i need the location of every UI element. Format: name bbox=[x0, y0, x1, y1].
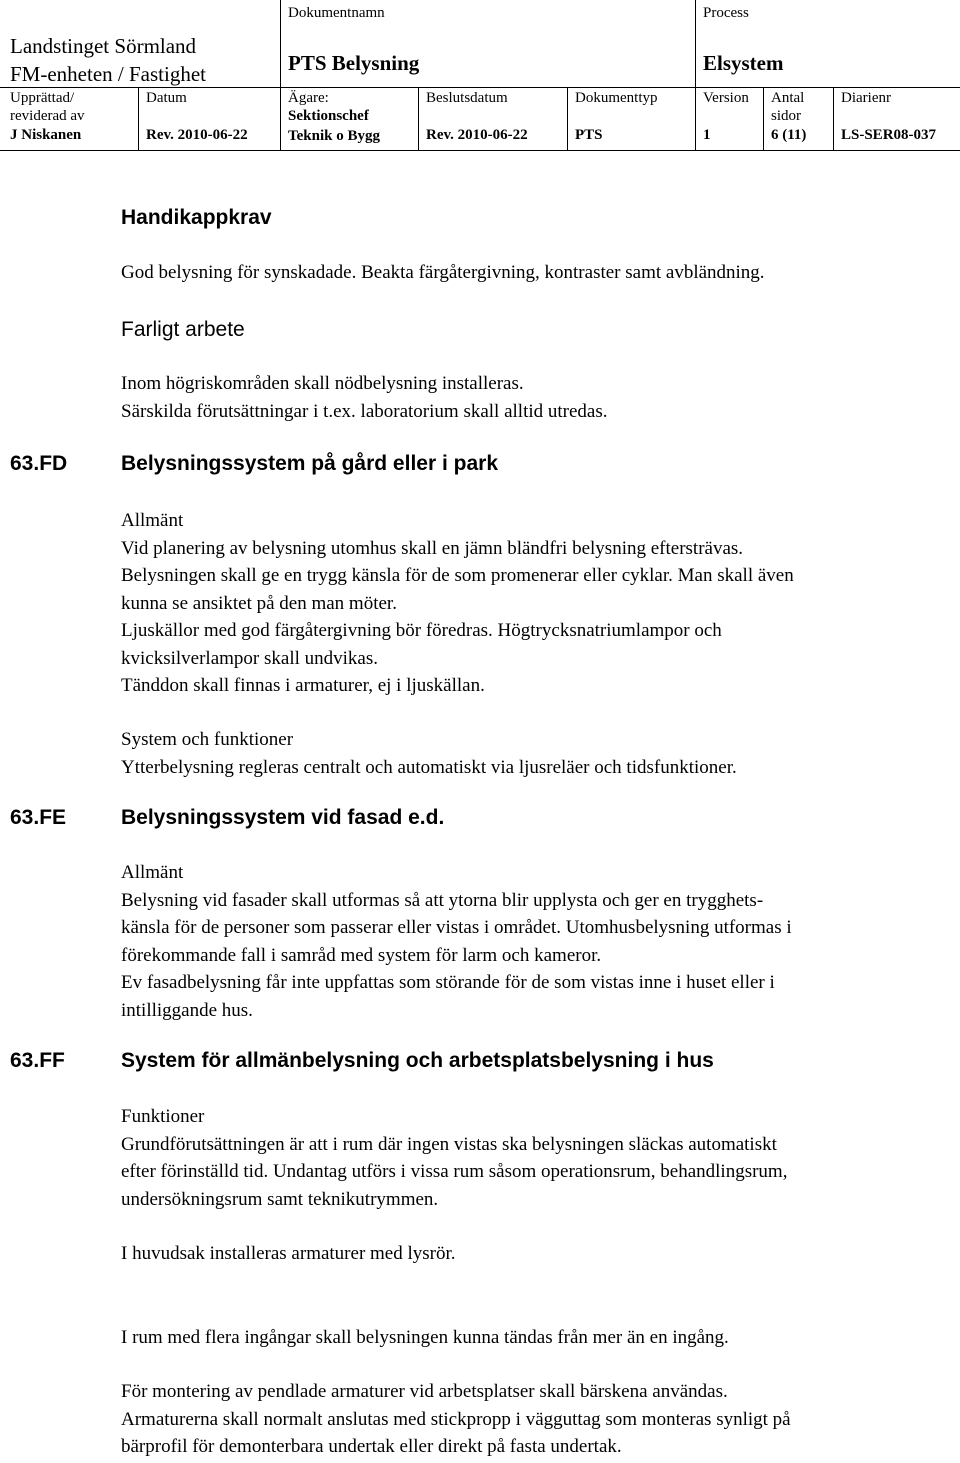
ff-paragraph-4 bbox=[121, 1378, 956, 1461]
document-header bbox=[0, 0, 960, 150]
fe-line: Ev fasadbelysning får inte uppfattas som störande för de som vistas inne i huset eller i bbox=[121, 972, 775, 993]
handikapp-section bbox=[121, 206, 956, 230]
fd-system-label: System och funktioner bbox=[121, 729, 294, 750]
ff-p2: I huvudsak installeras armaturer med lysrör. bbox=[121, 1243, 456, 1264]
org-name: Landstinget Sörmland bbox=[10, 34, 197, 58]
header-divider bbox=[833, 87, 834, 150]
header-divider bbox=[0, 150, 960, 151]
section-number-fd: 63.FD bbox=[10, 452, 68, 475]
section-title-fe: Belysningssystem vid fasad e.d. bbox=[121, 806, 445, 829]
version-label: Version bbox=[703, 90, 749, 106]
farligt-line: Särskilda förutsättningar i t.ex. laboratorium skall alltid utredas. bbox=[121, 400, 608, 422]
header-divider bbox=[763, 87, 764, 150]
reg-label: Diarienr bbox=[841, 90, 891, 106]
docname-label: Dokumentnamn bbox=[288, 5, 385, 21]
section-number-ff: 63.FF bbox=[10, 1049, 65, 1072]
org-unit: FM-enheten / Fastighet bbox=[10, 62, 206, 86]
fd-allmant-label: Allmänt bbox=[121, 510, 184, 531]
doctype-label: Dokumenttyp bbox=[575, 90, 658, 106]
fe-allmant-label: Allmänt bbox=[121, 862, 184, 883]
date-value: Rev. 2010-06-22 bbox=[146, 127, 248, 143]
pages-value: 6 (11) bbox=[771, 127, 807, 143]
owner-value: Sektionschef bbox=[288, 108, 369, 124]
ff-paragraph-2 bbox=[121, 1240, 956, 1268]
fd-line: Ljuskällor med god färgåtergivning bör föredras. Högtrycksnatriumlampor och bbox=[121, 620, 722, 641]
owner-label: Ägare: bbox=[288, 90, 329, 106]
handikapp-text: God belysning för synskadade. Beakta färgåtergivning, kontraster samt avbländning. bbox=[121, 262, 765, 283]
decision-label: Beslutsdatum bbox=[426, 90, 508, 106]
fd-line: Vid planering av belysning utomhus skall en jämn bländfri belysning eftersträvas. bbox=[121, 537, 744, 559]
header-divider bbox=[280, 0, 281, 150]
fd-body bbox=[121, 507, 956, 700]
decision-value: Rev. 2010-06-22 bbox=[426, 127, 528, 143]
ff-p3: I rum med flera ingångar skall belysningen kunna tändas från mer än en ingång. bbox=[121, 1327, 729, 1348]
ff-funktioner-label: Funktioner bbox=[121, 1106, 205, 1127]
header-divider bbox=[418, 87, 419, 150]
pages-label-2: sidor bbox=[771, 108, 801, 124]
pages-label: Antal bbox=[771, 90, 805, 106]
process-label: Process bbox=[703, 5, 749, 21]
revised-label: reviderad av bbox=[10, 108, 85, 124]
fe-line: intilliggande hus. bbox=[121, 999, 253, 1021]
fd-system-text: Ytterbelysning regleras centralt och automatiskt via ljusreläer och tidsfunktioner. bbox=[121, 756, 737, 778]
farligt-section bbox=[121, 318, 956, 342]
ff-p4-line: För montering av pendlade armaturer vid arbetsplatser skall bärskena användas. bbox=[121, 1381, 728, 1402]
fd-line: Belysningen skall ge en trygg känsla för de som promenerar eller cyklar. Man skall även bbox=[121, 565, 794, 586]
fd-system bbox=[121, 726, 956, 781]
fe-body bbox=[121, 859, 956, 1024]
section-title-fd: Belysningssystem på gård eller i park bbox=[121, 452, 498, 475]
fe-line: Belysning vid fasader skall utformas så att ytorna blir upplysta och ger en trygghets- bbox=[121, 889, 764, 911]
fd-line: kunna se ansiktet på den man möter. bbox=[121, 592, 397, 614]
doctype-value: PTS bbox=[575, 127, 603, 143]
process-value: Elsystem bbox=[703, 51, 784, 75]
handikapp-body bbox=[121, 259, 956, 287]
ff-p4-line: Armaturerna skall normalt anslutas med stickpropp i vägguttag som monteras synligt på bbox=[121, 1408, 791, 1430]
farligt-heading: Farligt arbete bbox=[121, 318, 245, 341]
docname-value: PTS Belysning bbox=[288, 51, 420, 75]
fd-line: Tänddon skall finnas i armaturer, ej i ljuskällan. bbox=[121, 675, 485, 696]
header-divider bbox=[138, 87, 139, 150]
created-label: Upprättad/ bbox=[10, 90, 75, 106]
farligt-line: Inom högriskområden skall nödbelysning installeras. bbox=[121, 373, 524, 394]
created-value: J Niskanen bbox=[10, 127, 82, 143]
version-value: 1 bbox=[703, 127, 711, 143]
ff-paragraph-3 bbox=[121, 1324, 956, 1352]
owner-value-dept: Teknik o Bygg bbox=[288, 128, 380, 144]
date-label: Datum bbox=[146, 90, 187, 106]
section-title-ff: System för allmänbelysning och arbetsplatsbelysning i hus bbox=[121, 1049, 714, 1072]
section-number-fe: 63.FE bbox=[10, 806, 67, 829]
header-divider bbox=[695, 0, 696, 150]
ff-body bbox=[121, 1103, 956, 1213]
fd-line: kvicksilverlampor skall undvikas. bbox=[121, 647, 378, 669]
ff-line: efter förinställd tid. Undantag utförs i vissa rum såsom operationsrum, behandlingsrum, bbox=[121, 1161, 788, 1182]
reg-value: LS-SER08-037 bbox=[841, 127, 937, 143]
farligt-body bbox=[121, 370, 956, 425]
ff-line: undersökningsrum samt teknikutrymmen. bbox=[121, 1188, 439, 1210]
handikapp-heading: Handikappkrav bbox=[121, 206, 272, 229]
fe-line: förekommande fall i samråd med system för larm och kameror. bbox=[121, 944, 602, 966]
header-divider bbox=[567, 87, 568, 150]
ff-line: Grundförutsättningen är att i rum där ingen vistas ska belysningen släckas automatiskt bbox=[121, 1133, 777, 1155]
header-divider bbox=[0, 87, 960, 88]
ff-p4-line: bärprofil för demonterbara undertak eller direkt på fasta undertak. bbox=[121, 1436, 622, 1457]
fe-line: känsla för de personer som passerar eller vistas i området. Utomhusbelysning utformas i bbox=[121, 917, 792, 938]
